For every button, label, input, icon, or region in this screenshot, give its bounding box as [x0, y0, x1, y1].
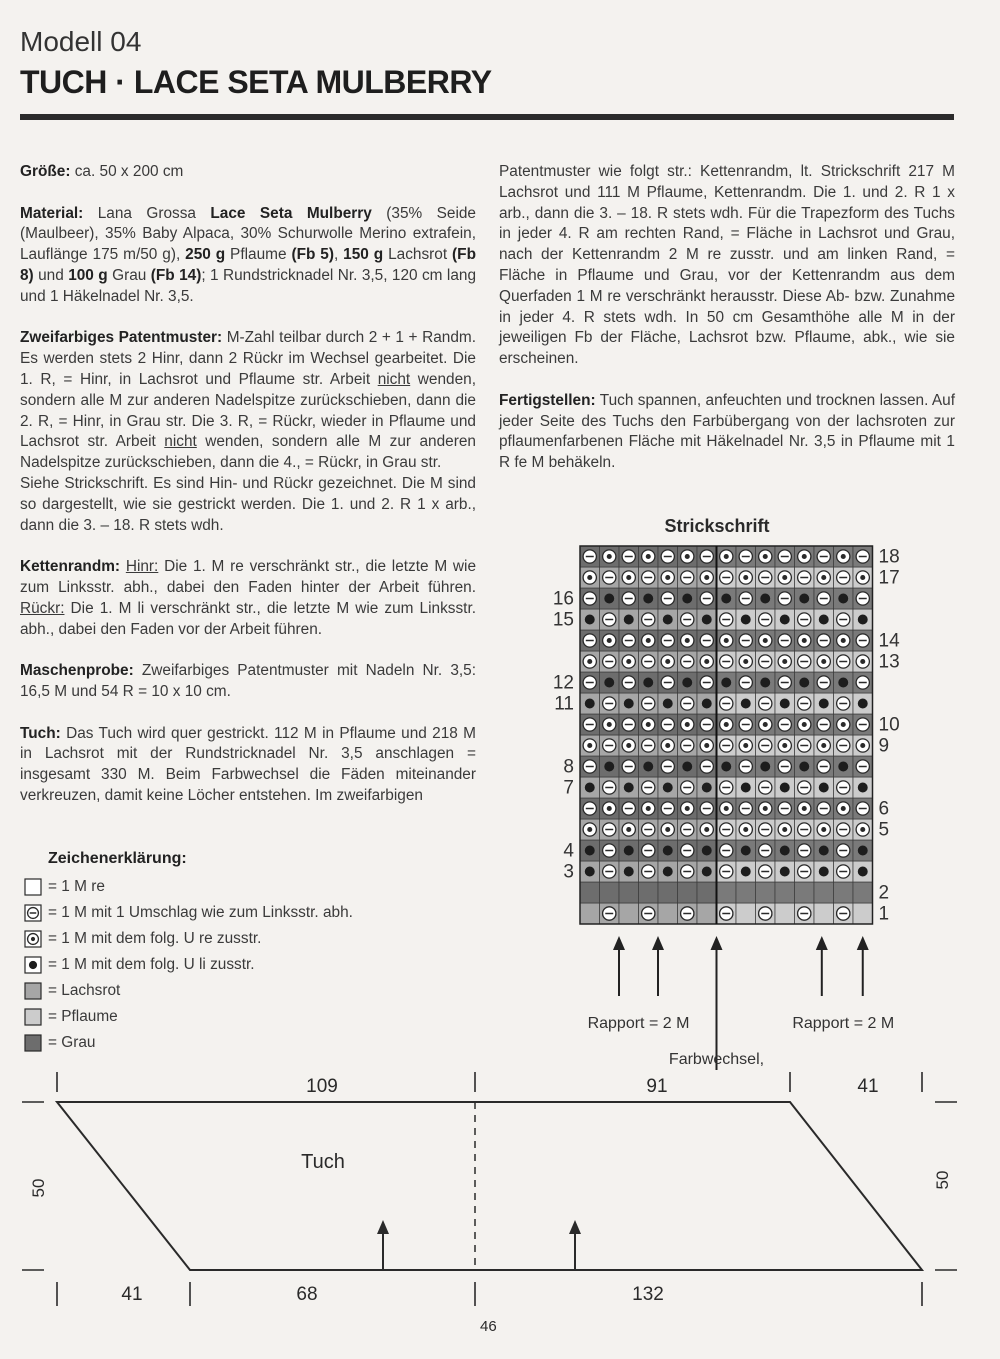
material-text: Pflaume: [225, 246, 292, 264]
chart-cell: [658, 903, 678, 924]
ring-center: [665, 575, 670, 580]
row-number-right: 10: [878, 714, 900, 736]
dot-symbol: [741, 867, 751, 877]
pattern-text: M-Zahl teilbar durch 2 + 1 + Randm. Es werden stets 2 Hinr, dann 2 Rückr im Wechsel gearbeitet. Die 1. R, = Hinr, in Lachsrot und Pflaume str. Arbeit: [20, 329, 476, 388]
dot-symbol: [663, 867, 673, 877]
dot-symbol: [29, 961, 37, 969]
legend-item: [24, 874, 353, 900]
row-number-left: 15: [552, 609, 574, 631]
underlined-word: nicht: [377, 370, 411, 388]
ring-center: [802, 806, 807, 811]
dot-symbol: [780, 699, 790, 709]
ring-center: [841, 722, 846, 727]
dot-symbol: [819, 615, 829, 625]
dot-symbol: [585, 699, 595, 709]
ring-center: [587, 827, 592, 832]
legend-item: [24, 926, 353, 952]
ring-center: [685, 722, 690, 727]
title-rule: [20, 114, 954, 120]
material-text: und: [33, 266, 69, 284]
row-number-right: 5: [878, 819, 890, 841]
chart-cell: [600, 882, 620, 903]
shawl-label: Tuch:: [20, 724, 61, 742]
shawl-text: Das Tuch wird quer gestrickt. 112 M in Pflaume und 218 M in Lachsrot mit der Rundstricknadel Nr. 3,5 anschlagen = insgesamt 330 M. Beim Farbwechsel die Fäden miteinander verkreuzen, damit keine Löcher entstehen. Im zweifarbigen: [20, 724, 476, 804]
chart-cell: [795, 882, 815, 903]
finishing-paragraph: [499, 391, 955, 474]
ring-center: [665, 659, 670, 664]
ring-center: [646, 722, 651, 727]
yarn-brand: Lace Seta Mulberry: [210, 204, 372, 222]
dot-symbol: [819, 846, 829, 856]
ring-center: [607, 554, 612, 559]
row-number-left: 8: [563, 756, 574, 778]
ring-center: [646, 554, 651, 559]
swatch-box: [25, 1035, 41, 1051]
selvedge-label: Kettenrandm:: [20, 558, 121, 576]
row-number-right: 17: [878, 567, 900, 589]
dot-symbol: [604, 762, 614, 772]
ring-center: [685, 554, 690, 559]
dot-symbol: [585, 867, 595, 877]
material-label: Material:: [20, 204, 84, 222]
dot-symbol: [682, 594, 692, 604]
page-title: TUCH · LACE SETA MULBERRY: [20, 64, 492, 100]
row-number-left: 12: [552, 672, 574, 694]
dot-symbol: [858, 783, 868, 793]
ring-center: [841, 554, 846, 559]
shawl-schematic: [0, 1060, 1000, 1310]
ring-center: [860, 827, 865, 832]
pflaume-legend-swatch: [24, 1008, 42, 1026]
ring-legend-swatch: [24, 930, 42, 948]
dot-symbol: [702, 615, 712, 625]
dot-symbol: [643, 678, 653, 688]
dot-symbol: [838, 594, 848, 604]
ring-center: [802, 554, 807, 559]
ring-center: [841, 638, 846, 643]
row-number-right: 14: [878, 630, 900, 652]
row-number-right: 6: [878, 798, 890, 820]
chart-cell: [639, 882, 659, 903]
ring-center: [665, 743, 670, 748]
selvedge-paragraph: [20, 557, 476, 640]
gauge-text: Zweifarbiges Patentmuster mit Nadeln Nr. 3,5: 16,5 M und 54 R = 10 x 10 cm.: [20, 662, 476, 700]
rapport-left-arrow-head: [652, 936, 664, 950]
row-number-left: 4: [563, 840, 574, 862]
chart-cell: [678, 882, 698, 903]
ring-center: [704, 827, 709, 832]
dot-symbol: [780, 846, 790, 856]
ring-center: [841, 806, 846, 811]
dot-symbol: [780, 867, 790, 877]
rapport-left-label: Rapport = 2 M: [587, 1015, 690, 1032]
dot-symbol: [585, 615, 595, 625]
knitting-chart: [540, 540, 920, 1070]
ring-center: [626, 575, 631, 580]
dot-symbol: [702, 846, 712, 856]
chart-cell: [775, 882, 795, 903]
rapport-right-arrow-head: [816, 936, 828, 950]
model-number: Modell 04: [20, 26, 142, 57]
chart-cell: [736, 903, 756, 924]
dot-symbol: [760, 594, 770, 604]
ring-center: [626, 743, 631, 748]
grau-legend-swatch: [24, 1034, 42, 1052]
material-amount: 150 g: [343, 246, 384, 264]
material-text: Grau: [107, 266, 151, 284]
dot-symbol: [702, 867, 712, 877]
ring-center: [743, 743, 748, 748]
pattern-text: wenden, sondern alle M zur anderen Nadelspitze zurückschieben, dann die 4., = Rückr, in Grau str.: [20, 433, 476, 472]
row-number-right: 18: [878, 546, 900, 568]
ring-center: [763, 554, 768, 559]
top-dimension-label: 109: [306, 1076, 338, 1097]
dot-symbol: [838, 678, 848, 688]
size-label: Größe:: [20, 163, 71, 180]
chart-cell: [697, 903, 717, 924]
dot-symbol: [819, 783, 829, 793]
minus-legend-swatch: [24, 904, 42, 922]
pattern-label: Zweifarbiges Patentmuster:: [20, 329, 223, 347]
chart-title: Strickschrift: [664, 516, 770, 536]
dot-symbol: [702, 699, 712, 709]
ring-center: [685, 638, 690, 643]
legend-title: Zeichenerklärung:: [48, 850, 187, 867]
ring-center: [724, 554, 729, 559]
legend: [24, 850, 353, 1056]
ring-center: [743, 827, 748, 832]
top-dimension-label: 91: [646, 1076, 668, 1097]
shawl-arrow-head: [377, 1220, 389, 1234]
dot-symbol: [721, 594, 731, 604]
dot-symbol: [604, 594, 614, 604]
chart-cell: [756, 882, 776, 903]
dot-symbol: [799, 678, 809, 688]
dot-symbol: [663, 846, 673, 856]
bottom-dimension-label: 132: [632, 1284, 664, 1305]
ring-center: [587, 743, 592, 748]
ring-center: [743, 575, 748, 580]
bottom-dimension-label: 41: [121, 1284, 143, 1305]
ring-center: [646, 638, 651, 643]
dot-symbol: [682, 762, 692, 772]
material-text: ; 1 Rundstricknadel Nr. 3,5, 120 cm lang und 1 Häkelnadel Nr. 3,5.: [20, 266, 477, 305]
legend-item: [24, 900, 353, 926]
ring-center: [607, 722, 612, 727]
material-color-code: (Fb 8): [20, 246, 476, 284]
rapport-left-arrow-head: [613, 936, 625, 950]
chart-cell: [619, 882, 639, 903]
gauge-paragraph: [20, 661, 476, 703]
ring-center: [821, 659, 826, 664]
bottom-dimension-label: 68: [296, 1284, 318, 1305]
ring-center: [704, 575, 709, 580]
right-column: [499, 162, 955, 495]
dot-symbol: [624, 699, 634, 709]
row-number-left: 7: [563, 777, 574, 799]
dot-symbol: [721, 762, 731, 772]
chart-cell: [697, 882, 717, 903]
pattern-text: wenden, sondern alle M zur anderen Nadelspitze zurückschieben, dann die 2. R, = Hinr, in Grau str. Die 3. R, = Rückr, wieder in Pflaume und Lachsrot str. Arbeit: [20, 370, 476, 451]
ring-center: [607, 638, 612, 643]
ring-center: [607, 806, 612, 811]
dot-symbol: [799, 762, 809, 772]
ring-center: [724, 722, 729, 727]
row-number-right: 9: [878, 735, 890, 757]
legend-label: = Grau: [48, 1034, 96, 1051]
page-number: 46: [480, 1318, 497, 1335]
chart-cell: [658, 882, 678, 903]
dot-symbol: [760, 762, 770, 772]
ring-center: [821, 743, 826, 748]
ring-center: [782, 827, 787, 832]
legend-label: = 1 M re: [48, 878, 105, 895]
chart-cell: [834, 882, 854, 903]
lachsrot-legend-swatch: [24, 982, 42, 1000]
gauge-label: Maschenprobe:: [20, 662, 134, 680]
ring-center: [860, 659, 865, 664]
legend-item: [24, 978, 353, 1004]
swatch-box: [25, 879, 41, 895]
chart-cell: [853, 903, 873, 924]
chart-cell: [775, 903, 795, 924]
legend-label: = 1 M mit dem folg. U li zusstr.: [48, 956, 255, 973]
ring-center: [763, 638, 768, 643]
dot-symbol: [643, 762, 653, 772]
ring-center: [626, 827, 631, 832]
row-number-right: 1: [878, 903, 890, 925]
dot-symbol: [858, 615, 868, 625]
underlined-word: Hinr:: [125, 558, 159, 576]
dot-symbol: [663, 699, 673, 709]
material-amount: 250 g: [185, 246, 226, 264]
chart-cell: [853, 882, 873, 903]
ring-center: [587, 575, 592, 580]
color-change-label: Farbwechsel,: [668, 1051, 765, 1068]
material-text: Lachsrot: [383, 246, 453, 264]
side-dimension-right: 50: [933, 1170, 952, 1190]
ring-center: [802, 638, 807, 643]
ring-center: [860, 743, 865, 748]
dot-symbol: [604, 678, 614, 688]
ring-center: [802, 722, 807, 727]
legend-list: [24, 874, 353, 1056]
material-color-code: (Fb 14): [150, 266, 202, 284]
legend-item: [24, 1004, 353, 1030]
ring-center: [685, 806, 690, 811]
finishing-text: Tuch spannen, anfeuchten und trocknen lassen. Auf jeder Seite des Tuchs den Farbübergang von der lachsroten zur pflaumenfarbenen Fläche mit Häkelnadel Nr. 3,5 in Pflaume mit 1 R fe M behäkeln.: [499, 391, 955, 472]
dot-symbol: [624, 846, 634, 856]
material-paragraph: [20, 204, 476, 308]
dot-symbol: [819, 699, 829, 709]
legend-label: = 1 M mit dem folg. U re zusstr.: [48, 930, 262, 947]
row-number-right: 2: [878, 882, 890, 904]
underlined-word: nicht: [164, 433, 197, 451]
row-number-left: 11: [554, 693, 574, 715]
dot-symbol: [799, 594, 809, 604]
ring-center: [646, 806, 651, 811]
chart-cell: [736, 882, 756, 903]
selvedge-text: Die 1. M re verschränkt str., die letzte M wie zum Linksstr. abh., dabei den Faden hinter der Arbeit führen.: [20, 558, 477, 596]
material-text: (35% Seide (Maulbeer), 35% Baby Alpaca, 30% Schurwolle Merino extrafein, Lauflänge 175 m/50 g),: [20, 204, 476, 264]
legend-label: = 1 M mit 1 Umschlag wie zum Linksstr. abh.: [48, 904, 353, 921]
chart-cell: [717, 882, 737, 903]
chart-cell: [619, 903, 639, 924]
chart-cell: [814, 903, 834, 924]
left-column: [20, 162, 476, 828]
ring-center: [821, 575, 826, 580]
dot-symbol: [741, 615, 751, 625]
ring-center: [763, 806, 768, 811]
ring-center: [821, 827, 826, 832]
ring-center: [704, 743, 709, 748]
ring-center: [782, 575, 787, 580]
ring-center: [724, 806, 729, 811]
material-color-code: (Fb 5): [291, 246, 334, 264]
pattern-paragraph: [20, 328, 476, 536]
shawl-paragraph: [20, 724, 476, 807]
legend-item: [24, 952, 353, 978]
ring-center: [587, 659, 592, 664]
dot-symbol: [663, 615, 673, 625]
dot-symbol: [838, 762, 848, 772]
legend-label: = Lachsrot: [48, 982, 121, 999]
dot-symbol: [858, 699, 868, 709]
dot-symbol: [663, 783, 673, 793]
shawl-label: Tuch: [301, 1151, 345, 1173]
dot-symbol: [624, 783, 634, 793]
pattern-text: Siehe Strickschrift. Es sind Hin- und Rückr gezeichnet. Die M sind so dargestellt, wie sie gestrickt werden. Die 1. und 2. R 1 x arb., dann die 3. – 18. R stets wdh.: [20, 474, 476, 534]
material-text: Lana Grossa: [83, 204, 211, 222]
underlined-word: Rückr:: [20, 599, 65, 617]
finishing-label: Fertigstellen:: [499, 391, 596, 409]
side-dimension-left: 50: [29, 1178, 48, 1198]
empty-legend-swatch: [24, 878, 42, 896]
legend-item: [24, 1030, 353, 1056]
chart-cell: [580, 882, 600, 903]
ring-center: [724, 638, 729, 643]
dot-symbol: [741, 699, 751, 709]
dot-symbol: [780, 615, 790, 625]
selvedge-text: Die 1. M li verschränkt str., die letzte M wie zum Linksstr. abh., dabei den Faden vor der Arbeit führen.: [20, 599, 476, 638]
ring-center: [665, 827, 670, 832]
shawl-arrow-head: [569, 1220, 581, 1234]
ring-center: [782, 743, 787, 748]
dot-symbol: [858, 846, 868, 856]
top-dimension-label: 41: [857, 1076, 879, 1097]
size-value: ca. 50 x 200 cm: [70, 163, 184, 180]
dot-symbol: [858, 867, 868, 877]
ring-center: [782, 659, 787, 664]
ring-center: [626, 659, 631, 664]
dot-symbol: [682, 678, 692, 688]
dot-symbol: [741, 783, 751, 793]
chart-cell: [814, 882, 834, 903]
dot-symbol: [585, 846, 595, 856]
dot-symbol: [624, 615, 634, 625]
dot-symbol: [643, 594, 653, 604]
color-change-arrow-head: [711, 936, 723, 950]
dot-symbol: [702, 783, 712, 793]
dot-symbol: [819, 867, 829, 877]
dot-symbol: [741, 846, 751, 856]
ring-center: [31, 937, 35, 941]
dot-symbol: [721, 678, 731, 688]
material-amount: 100 g: [68, 266, 108, 284]
row-number-left: 16: [552, 588, 574, 610]
dot-legend-swatch: [24, 956, 42, 974]
ring-center: [763, 722, 768, 727]
continued-paragraph: [499, 162, 955, 370]
rapport-right-label: Rapport = 2 M: [792, 1015, 895, 1032]
ring-center: [743, 659, 748, 664]
chart-cell: [580, 903, 600, 924]
continued-text: Patentmuster wie folgt str.: Kettenrandm, lt. Strickschrift 217 M Lachsrot und 111 M Pflaume, Kettenrandm. Die 1. und 2. R 1 x arb., dann die 3. – 18. R stets wdh. Für die Trapezform des Tuchs in jeder 4. R am rechten Rand, = Fläche in Lachsrot und Grau, nach der Kettenrandm 2 M re zusstr. und am linken Rand, = Fläche in Pflaume und Grau, vor der Kettenrandm aus dem Querfaden 1 M re verschränkt herausstr. Diese Ab- bzw. Zunahme in jeder 4. R stets wdh. In 50 cm Gesamthöhe alle M in der jeweiligen Fb der Fläche, Lachsrot bzw. Pflaume, abk., wie sie erscheinen.: [499, 163, 955, 368]
row-number-right: 13: [878, 651, 900, 673]
dot-symbol: [760, 678, 770, 688]
swatch-box: [25, 983, 41, 999]
shawl-outline: [57, 1102, 922, 1270]
ring-center: [860, 575, 865, 580]
ring-center: [704, 659, 709, 664]
legend-label: = Pflaume: [48, 1008, 118, 1025]
swatch-box: [25, 1009, 41, 1025]
dot-symbol: [624, 867, 634, 877]
material-text: ,: [333, 246, 344, 264]
dot-symbol: [585, 783, 595, 793]
rapport-right-arrow-head: [857, 936, 869, 950]
size-paragraph: [20, 162, 476, 183]
row-number-left: 3: [563, 861, 574, 883]
dot-symbol: [780, 783, 790, 793]
